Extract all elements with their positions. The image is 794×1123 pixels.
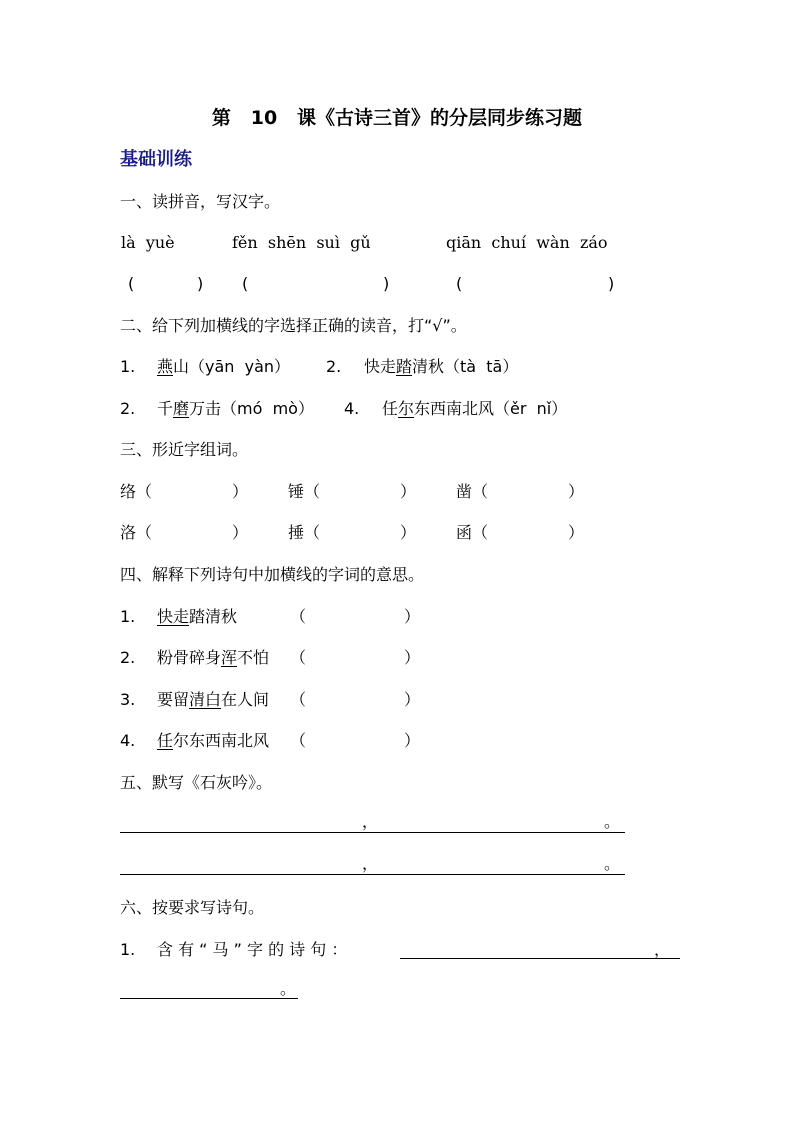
q3-close: ） bbox=[568, 482, 585, 501]
q6-comma: ， bbox=[654, 940, 671, 959]
q4-open: （ bbox=[290, 607, 307, 626]
page-title: 第 10 课《古诗三首》的分层同步练习题 bbox=[211, 107, 583, 129]
q2-item-underlined: 磨 bbox=[173, 399, 190, 418]
q2-item-underlined: 踏 bbox=[396, 357, 413, 376]
answer-close-1: ) bbox=[197, 274, 204, 293]
q4-item-underlined: 清白 bbox=[189, 690, 222, 709]
q5-blank-line-2[interactable] bbox=[120, 874, 625, 875]
q5-comma: ， bbox=[362, 854, 379, 873]
q4-open: （ bbox=[290, 690, 307, 709]
q6-heading: 六、按要求写诗句。 bbox=[120, 898, 265, 917]
answer-open-1: ( bbox=[128, 274, 135, 293]
q4-close: ） bbox=[404, 607, 421, 626]
q2-item bbox=[157, 357, 290, 377]
q2-heading: 二、给下列加横线的字选择正确的读音，打“√”。 bbox=[120, 316, 467, 335]
q4-item-post: 踏清秋 bbox=[189, 607, 238, 626]
q3-close: ） bbox=[400, 482, 417, 501]
q2-item-pre: 任 bbox=[382, 399, 399, 418]
q2-item-pre: 快走 bbox=[364, 357, 397, 376]
q2-item-num: 2. bbox=[326, 357, 342, 376]
q6-item-num: 1. bbox=[120, 940, 136, 959]
q3-char: 洛（ bbox=[120, 523, 153, 542]
q4-item-post: 不怕 bbox=[237, 648, 270, 667]
q3-char: 锤（ bbox=[288, 482, 321, 501]
q2-item-underlined: 尔 bbox=[398, 399, 415, 418]
q3-char: 凿（ bbox=[456, 482, 489, 501]
q4-close: ） bbox=[404, 648, 421, 667]
pinyin-2: fěn shēn suì gǔ bbox=[232, 233, 371, 252]
q5-period: 。 bbox=[604, 812, 621, 831]
q4-close: ） bbox=[404, 731, 421, 750]
q4-close: ） bbox=[404, 690, 421, 709]
q2-item bbox=[364, 357, 518, 377]
q3-close: ） bbox=[232, 482, 249, 501]
q4-item-num: 1. bbox=[120, 607, 136, 626]
q2-item-underlined: 燕 bbox=[157, 357, 174, 376]
q6-blank-line-2[interactable] bbox=[120, 998, 298, 999]
q2-item-num: 1. bbox=[120, 357, 136, 376]
q2-item-num: 2. bbox=[120, 399, 136, 418]
answer-open-2: ( bbox=[242, 274, 249, 293]
pinyin-1: là yuè bbox=[121, 233, 175, 252]
q5-blank-line-1[interactable] bbox=[120, 832, 625, 833]
q4-item-underlined: 任 bbox=[157, 731, 174, 750]
q5-period: 。 bbox=[604, 854, 621, 873]
q2-item-post: 万击（mó mò） bbox=[189, 399, 314, 418]
answer-close-3: ) bbox=[608, 274, 615, 293]
q4-item-num: 3. bbox=[120, 690, 136, 709]
q2-item bbox=[382, 399, 567, 419]
q2-item-post: 山（yān yàn） bbox=[173, 357, 291, 376]
q3-char: 络（ bbox=[120, 482, 153, 501]
q6-period: 。 bbox=[280, 979, 297, 998]
q3-heading: 三、形近字组词。 bbox=[120, 440, 249, 459]
q2-item-post: 清秋（tà tā） bbox=[412, 357, 519, 376]
q3-close: ） bbox=[400, 523, 417, 542]
q6-blank-line-1[interactable] bbox=[400, 958, 680, 959]
q2-item-post: 东西南北风（ěr nǐ） bbox=[414, 399, 568, 418]
q4-item bbox=[157, 607, 237, 627]
q4-item-num: 2. bbox=[120, 648, 136, 667]
q3-close: ） bbox=[568, 523, 585, 542]
q4-item-num: 4. bbox=[120, 731, 136, 750]
answer-close-2: ) bbox=[383, 274, 390, 293]
q4-item-underlined: 快走 bbox=[157, 607, 190, 626]
q4-open: （ bbox=[290, 731, 307, 750]
q4-open: （ bbox=[290, 648, 307, 667]
q2-item-num: 4. bbox=[344, 399, 360, 418]
q4-item-pre: 粉骨碎身 bbox=[157, 648, 222, 667]
q2-item bbox=[157, 399, 314, 419]
q4-item bbox=[157, 731, 269, 751]
q5-heading: 五、默写《石灰吟》。 bbox=[120, 773, 273, 792]
answer-open-3: ( bbox=[456, 274, 463, 293]
q4-item-post: 尔东西南北风 bbox=[173, 731, 270, 750]
q4-heading: 四、解释下列诗句中加横线的字词的意思。 bbox=[120, 565, 425, 584]
q2-item-pre: 千 bbox=[157, 399, 174, 418]
pinyin-3: qiān chuí wàn záo bbox=[446, 233, 608, 252]
q4-item-underlined: 浑 bbox=[221, 648, 238, 667]
q4-item-pre: 要留 bbox=[157, 690, 190, 709]
q3-close: ） bbox=[232, 523, 249, 542]
q4-item-post: 在人间 bbox=[221, 690, 270, 709]
q4-item bbox=[157, 648, 269, 668]
q3-char: 函（ bbox=[456, 523, 489, 542]
q5-comma: ， bbox=[362, 812, 379, 831]
q4-item bbox=[157, 690, 269, 710]
q6-item-text: 含 有 “ 马 ” 字 的 诗 句 ： bbox=[157, 940, 348, 959]
q1-heading: 一、读拼音，写汉字。 bbox=[120, 192, 281, 211]
q3-char: 捶（ bbox=[288, 523, 321, 542]
section-heading: 基础训练 bbox=[120, 149, 192, 170]
